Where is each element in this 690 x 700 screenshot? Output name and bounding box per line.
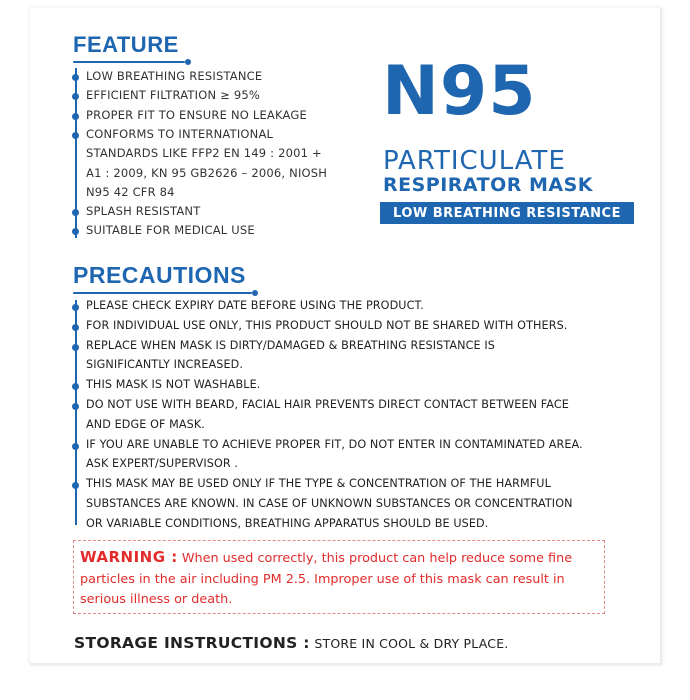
banner-text: LOW BREATHING RESISTANCE bbox=[393, 205, 621, 221]
precaution-item-continuation: AND EDGE OF MASK. bbox=[86, 417, 205, 431]
precaution-item: IF YOU ARE UNABLE TO ACHIEVE PROPER FIT, DO NOT ENTER IN CONTAMINATED AREA. bbox=[86, 437, 583, 451]
warning-text-3: serious illness or death. bbox=[80, 592, 233, 607]
feature-heading-text: FEATURE bbox=[73, 32, 179, 57]
particulate-text: PARTICULATE bbox=[383, 146, 566, 176]
feature-heading-underline bbox=[73, 61, 185, 63]
n95-logo-text: N95 bbox=[382, 52, 537, 131]
precautions-heading bbox=[73, 262, 246, 289]
warning-line-1 bbox=[80, 548, 572, 566]
precaution-item-continuation: SUBSTANCES ARE KNOWN. IN CASE OF UNKNOWN SUBSTANCES OR CONCENTRATION bbox=[86, 497, 573, 510]
feature-item: SUITABLE FOR MEDICAL USE bbox=[86, 223, 255, 238]
respirator-mask-text: RESPIRATOR MASK bbox=[383, 174, 594, 196]
feature-item-continuation: A1 : 2009, KN 95 GB2626 – 2006, NIOSH bbox=[86, 165, 328, 180]
feature-item-continuation: STANDARDS LIKE FFP2 EN 149 : 2001 + bbox=[86, 146, 322, 161]
warning-text-2: particles in the air including PM 2.5. Improper use of this mask can result in bbox=[80, 572, 565, 587]
warning-text-1: When used correctly, this product can help reduce some fine bbox=[181, 551, 573, 566]
storage-label: STORAGE INSTRUCTIONS : bbox=[74, 634, 310, 652]
precaution-item: FOR INDIVIDUAL USE ONLY, THIS PRODUCT SHOULD NOT BE SHARED WITH OTHERS. bbox=[86, 318, 568, 332]
precaution-item: PLEASE CHECK EXPIRY DATE BEFORE USING THE PRODUCT. bbox=[86, 299, 424, 312]
precaution-item-continuation: OR VARIABLE CONDITIONS, BREATHING APPARATUS SHOULD BE USED. bbox=[86, 516, 489, 530]
low-breathing-resistance-banner bbox=[380, 202, 634, 224]
precautions-heading-text: PRECAUTIONS bbox=[73, 262, 246, 288]
feature-item: EFFICIENT FILTRATION ≥ 95% bbox=[86, 88, 260, 103]
precaution-item: THIS MASK MAY BE USED ONLY IF THE TYPE & CONCENTRATION OF THE HARMFUL bbox=[86, 477, 551, 491]
storage-instructions bbox=[74, 634, 508, 652]
warning-label: WARNING : bbox=[80, 548, 178, 566]
feature-heading bbox=[73, 32, 179, 58]
feature-item: SPLASH RESISTANT bbox=[86, 204, 201, 219]
feature-item-continuation: N95 42 CFR 84 bbox=[86, 184, 175, 199]
precaution-item-continuation: SIGNIFICANTLY INCREASED. bbox=[86, 358, 243, 372]
precaution-item: DO NOT USE WITH BEARD, FACIAL HAIR PREVENTS DIRECT CONTACT BETWEEN FACE bbox=[86, 398, 569, 411]
precaution-item: REPLACE WHEN MASK IS DIRTY/DAMAGED & BREATHING RESISTANCE IS bbox=[86, 338, 495, 352]
precautions-timeline bbox=[75, 300, 77, 525]
feature-item: CONFORMS TO INTERNATIONAL bbox=[86, 126, 274, 141]
precautions-heading-underline bbox=[73, 292, 252, 294]
precaution-item-continuation: ASK EXPERT/SUPERVISOR . bbox=[86, 457, 239, 471]
feature-item: PROPER FIT TO ENSURE NO LEAKAGE bbox=[86, 107, 307, 122]
feature-item: LOW BREATHING RESISTANCE bbox=[86, 69, 263, 83]
storage-text: STORE IN COOL & DRY PLACE. bbox=[314, 636, 509, 651]
precaution-item: THIS MASK IS NOT WASHABLE. bbox=[86, 378, 261, 392]
